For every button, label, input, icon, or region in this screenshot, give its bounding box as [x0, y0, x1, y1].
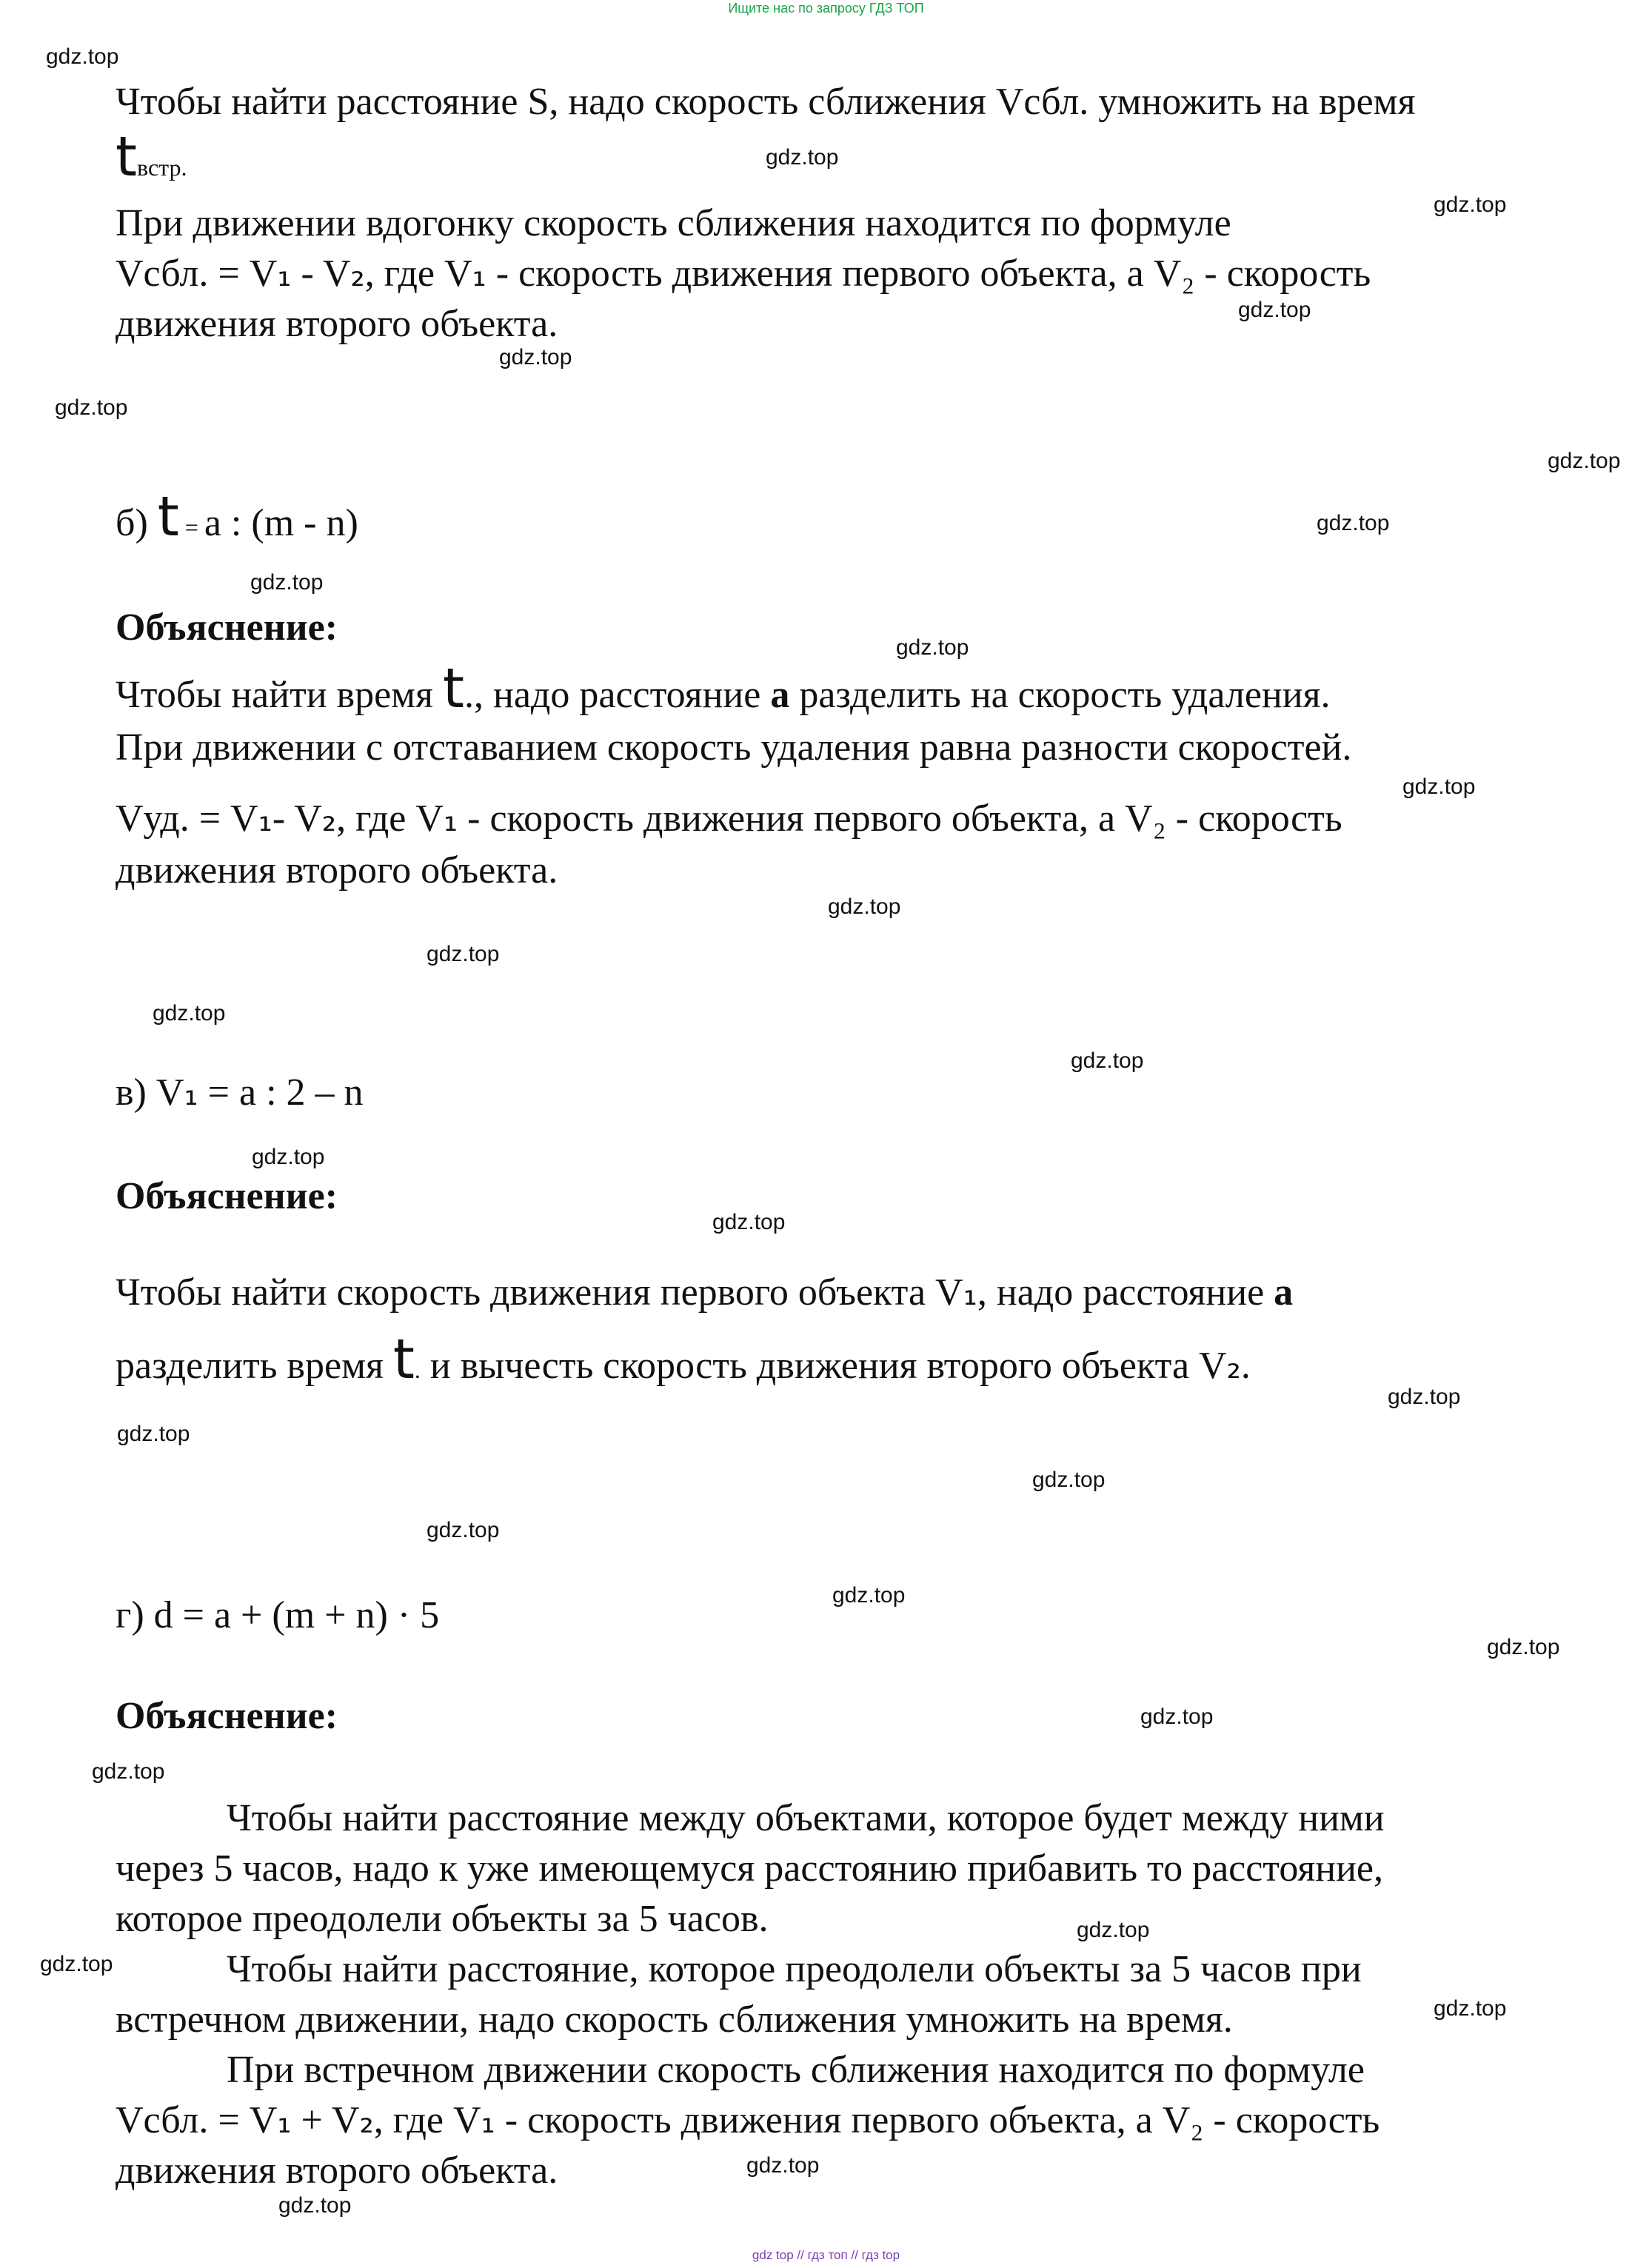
watermark: gdz.top: [40, 1952, 113, 1976]
formula-part: , где V: [364, 252, 472, 295]
t-suffix: встр.: [137, 154, 187, 181]
watermark: gdz.top: [1388, 1385, 1461, 1409]
formula-part: Vуд. = V: [116, 797, 258, 840]
formula-part: - скорость движения первого объекта, а V₂ - скорость: [486, 252, 1371, 295]
text-part: Чтобы найти время: [116, 674, 443, 716]
text-part: разделить время: [116, 1345, 393, 1387]
formula-part: = a : 2 – n: [198, 1071, 364, 1114]
watermark: gdz.top: [250, 570, 324, 595]
watermark: gdz.top: [1140, 1705, 1214, 1729]
formula-part: - V: [291, 252, 351, 295]
watermark: gdz.top: [1238, 298, 1311, 322]
watermark: gdz.top: [427, 1518, 500, 1542]
watermark: gdz.top: [896, 635, 969, 660]
section-a-line-1: [116, 78, 1416, 126]
section-d-p3-line-2: [116, 2097, 1380, 2144]
formula-part: + V: [291, 2099, 360, 2141]
watermark: gdz.top: [1317, 511, 1390, 535]
subscript-1: ₁: [963, 1272, 977, 1314]
watermark: gdz.top: [766, 145, 839, 170]
watermark: gdz.top: [828, 894, 901, 919]
bold-a: а: [770, 674, 790, 716]
watermark: gdz.top: [252, 1145, 325, 1169]
watermark: gdz.top: [1434, 1996, 1507, 2021]
text-part: .: [1240, 1345, 1251, 1387]
section-c-formula: [116, 1069, 364, 1117]
section-c-heading: Объяснение:: [116, 1175, 338, 1217]
watermark: gdz.top: [499, 345, 572, 369]
section-d-p2-line-2: встречном движении, надо скорость сближения умножить на время.: [116, 1998, 1233, 2041]
watermark: gdz.top: [55, 395, 128, 420]
section-d-p3-line-1: При встречном движении скорость сближения находится по формуле: [227, 2049, 1365, 2091]
t-symbol: t: [442, 657, 464, 720]
watermark: gdz.top: [1071, 1048, 1144, 1073]
bold-a: а: [1274, 1271, 1294, 1314]
formula-part: - V: [272, 797, 322, 840]
formula-part: Vсбл. = V: [116, 252, 278, 295]
subscript-1: ₁: [481, 2100, 495, 2141]
formula-part: , где V: [336, 797, 444, 840]
section-d-p1-line-2: через 5 часов, надо к уже имеющемуся расстоянию прибавить то расстояние,: [116, 1847, 1384, 1890]
section-a-line-5: движения второго объекта.: [116, 303, 558, 345]
formula-part: - скорость движения первого объекта, а V₂ - скорость: [495, 2099, 1380, 2141]
section-b-line-3: [116, 795, 1342, 843]
subscript-1: ₁: [184, 1072, 198, 1114]
watermark: gdz.top: [712, 1210, 786, 1234]
watermark: gdz.top: [1402, 775, 1476, 799]
section-b-line-1: [116, 657, 1331, 720]
watermark: gdz.top: [1077, 1918, 1150, 1942]
section-b-line-4: движения второго объекта.: [116, 849, 558, 892]
watermark: gdz.top: [278, 2193, 352, 2218]
bottom-banner[interactable]: gdz top // гдз топ // гдз top: [752, 2248, 900, 2262]
watermark: gdz.top: [427, 942, 500, 966]
formula-part: , где V: [373, 2099, 481, 2141]
subscript-1: ₁: [277, 2100, 292, 2141]
subscript-1: ₁: [277, 253, 292, 295]
formula-part: в) V: [116, 1071, 184, 1114]
section-c-line-2: [116, 1328, 1251, 1394]
watermark: gdz.top: [832, 1583, 906, 1608]
text-part: ., надо расстояние: [464, 674, 771, 716]
watermark: gdz.top: [1032, 1468, 1106, 1492]
section-a-line-1-text: Чтобы найти расстояние S, надо скорость сближения Vсбл. умножить на время: [116, 81, 1416, 123]
top-banner[interactable]: Ищите нас по запросу ГДЗ ТОП: [728, 1, 924, 16]
equals-sign: =: [178, 514, 204, 541]
subscript-2: ₂: [359, 2100, 374, 2141]
t-dot: .: [414, 1357, 421, 1383]
watermark: gdz.top: [1548, 449, 1621, 473]
section-d-p2-line-1: Чтобы найти расстояние, которое преодолели объекты за 5 часов при: [227, 1948, 1362, 1990]
subscript-1: ₁: [258, 798, 272, 840]
watermark: gdz.top: [153, 1001, 226, 1026]
watermark: gdz.top: [1434, 193, 1507, 217]
section-b-formula: [116, 485, 358, 551]
watermark: gdz.top: [46, 44, 119, 69]
section-d-formula: г) d = a + (m + n) · 5: [116, 1594, 440, 1636]
subscript-1: ₁: [443, 798, 458, 840]
section-d-p1-line-1: Чтобы найти расстояние между объектами, которое будет между ними: [227, 1797, 1385, 1839]
formula-prefix: б): [116, 502, 158, 544]
t-symbol: t: [116, 125, 138, 189]
section-c-line-1: [116, 1269, 1293, 1317]
subscript-2: ₂: [350, 253, 365, 295]
t-symbol: t: [392, 1328, 415, 1391]
section-b-heading: Объяснение:: [116, 606, 338, 649]
formula-rest: a : (m - n): [204, 502, 358, 544]
text-part: и вычесть скорость движения второго объекта V: [420, 1345, 1227, 1387]
watermark: gdz.top: [746, 2153, 820, 2178]
subscript-2: ₂: [1226, 1345, 1241, 1387]
section-a-line-3: При движении вдогонку скорость сближения находится по формуле: [116, 202, 1231, 244]
section-d-p3-line-3: движения второго объекта.: [116, 2150, 558, 2192]
text-part: Чтобы найти скорость движения первого объекта V: [116, 1271, 963, 1314]
watermark: gdz.top: [1487, 1635, 1560, 1659]
text-part: разделить на скорость удаления.: [789, 674, 1331, 716]
formula-part: - скорость движения первого объекта, а V₂ - скорость: [458, 797, 1342, 840]
watermark: gdz.top: [117, 1422, 190, 1446]
section-a-line-2: [116, 125, 187, 191]
t-symbol: t: [157, 485, 179, 549]
section-d-heading: Объяснение:: [116, 1695, 338, 1737]
subscript-1: ₁: [472, 253, 486, 295]
formula-part: Vсбл. = V: [116, 2099, 278, 2141]
watermark: gdz.top: [92, 1759, 165, 1784]
text-part: , надо расстояние: [977, 1271, 1274, 1314]
section-b-line-2: При движении с отставанием скорость удаления равна разности скоростей.: [116, 726, 1352, 769]
section-a-line-4: [116, 250, 1371, 298]
section-d-p1-line-3: которое преодолели объекты за 5 часов.: [116, 1898, 769, 1940]
subscript-2: ₂: [321, 798, 337, 840]
